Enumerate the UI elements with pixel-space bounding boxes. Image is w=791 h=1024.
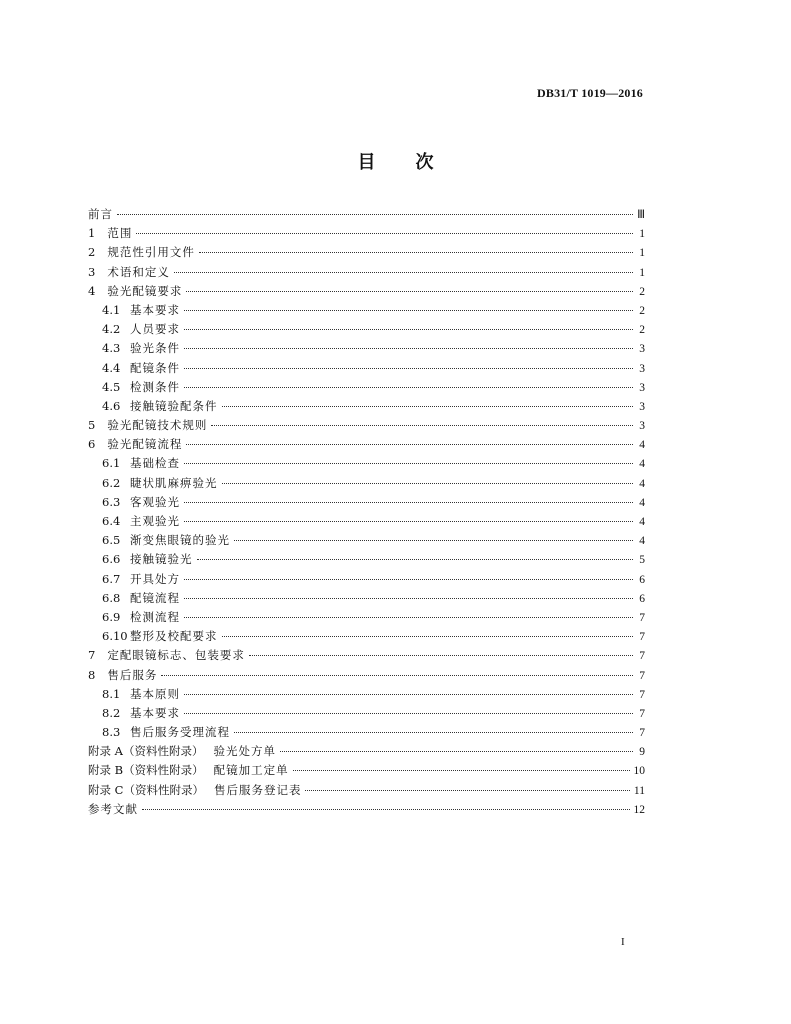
toc-entry-page: Ⅲ xyxy=(637,209,645,221)
toc-entry-page: 2 xyxy=(639,304,645,317)
dot-leader xyxy=(184,617,633,618)
toc-entry-number: 8.3 xyxy=(102,725,121,740)
toc-entry-number: 6.5 xyxy=(102,533,121,548)
toc-entry-title: 主观验光 xyxy=(130,514,180,528)
toc-entry-page: 4 xyxy=(639,477,645,490)
toc-entry-title: 定配眼镜标志、包装要求 xyxy=(107,648,245,663)
toc-entry-page: 7 xyxy=(639,727,645,740)
dot-leader xyxy=(184,368,633,369)
toc-entry-title: 售后服务受理流程 xyxy=(130,725,230,740)
toc-entry-title: 接触镜验配条件 xyxy=(130,398,218,413)
toc-entry-page: 3 xyxy=(639,420,645,433)
toc-entry-title: 验光处方单 xyxy=(213,744,276,759)
dot-leader xyxy=(222,406,634,407)
toc-entry-page: 3 xyxy=(639,362,645,375)
toc-entry-page: 4 xyxy=(639,516,645,528)
toc-entry-page: 3 xyxy=(639,343,645,356)
toc-entry-page: 1 xyxy=(639,266,645,279)
dot-leader xyxy=(222,636,634,637)
toc-entry-number: 6.6 xyxy=(102,552,121,567)
toc-entry-title: 睫状肌麻痹验光 xyxy=(130,475,218,490)
toc-entry[interactable] xyxy=(88,800,645,819)
toc-entry[interactable] xyxy=(88,646,645,665)
dot-leader xyxy=(234,540,633,541)
toc-entry-page: 4 xyxy=(639,439,645,452)
toc-entry-number: 6.8 xyxy=(102,590,121,605)
toc-entry-number: 8.2 xyxy=(102,705,121,720)
toc-entry-title: 术语和定义 xyxy=(107,264,170,279)
toc-entry[interactable] xyxy=(88,685,645,704)
toc-entry[interactable] xyxy=(88,416,645,435)
toc-entry-title: 配镜条件 xyxy=(130,360,180,375)
toc-entry-page: 6 xyxy=(639,573,645,586)
toc-entry-number: 1 xyxy=(88,226,96,241)
dot-leader xyxy=(184,348,633,349)
toc-entry[interactable] xyxy=(88,742,645,761)
toc-entry-title: 基本要求 xyxy=(130,302,180,317)
toc-entry[interactable] xyxy=(88,243,645,262)
toc-entry-title: 验光配镜流程 xyxy=(107,437,183,452)
toc-entry-page: 7 xyxy=(639,631,645,644)
toc-entry-number: 4.5 xyxy=(102,379,121,394)
toc-entry-title: 检测条件 xyxy=(130,379,180,394)
toc-entry-title: 整形及校配要求 xyxy=(130,629,218,644)
toc-entry-number: 4.1 xyxy=(102,302,121,317)
toc-heading-char: 目 xyxy=(357,152,376,173)
toc-entry-number: 4.3 xyxy=(102,341,121,356)
toc-entry-title: 规范性引用文件 xyxy=(107,245,195,260)
toc-entry-number: 3 xyxy=(88,264,96,279)
toc-entry-page: 2 xyxy=(639,285,645,298)
toc-entry[interactable] xyxy=(88,570,645,589)
toc-entry[interactable] xyxy=(88,781,645,800)
toc-entry-number: 附录 B（资料性附录） xyxy=(88,763,204,778)
toc-entry-title: 基础检查 xyxy=(130,456,180,471)
toc-entry-number: 附录 C（资料性附录） xyxy=(88,782,204,797)
toc-entry[interactable] xyxy=(88,263,645,282)
toc-entry-title: 基本原则 xyxy=(130,686,180,701)
toc-entry-number: 6.7 xyxy=(102,571,121,586)
toc-entry-title: 验光配镜要求 xyxy=(107,283,183,298)
toc-entry-number: 7 xyxy=(88,648,96,663)
toc-entry-title: 人员要求 xyxy=(130,322,180,337)
dot-leader xyxy=(136,233,633,234)
toc-entry-page: 7 xyxy=(639,650,645,663)
toc-entry[interactable] xyxy=(88,666,645,685)
toc-entry[interactable] xyxy=(88,282,645,301)
toc-entry-page: 7 xyxy=(639,669,645,682)
toc-entry[interactable] xyxy=(88,589,645,608)
toc-entry[interactable] xyxy=(88,761,645,780)
dot-leader xyxy=(161,675,633,676)
toc-entry-title: 验光条件 xyxy=(130,341,180,356)
toc-entry-page: 5 xyxy=(639,554,645,567)
toc-entry-number: 8 xyxy=(88,667,96,682)
dot-leader xyxy=(186,444,633,445)
toc-entry[interactable] xyxy=(88,531,645,550)
toc-entry[interactable] xyxy=(88,493,645,512)
toc-entry-title: 基本要求 xyxy=(130,705,180,720)
toc-entry[interactable] xyxy=(88,474,645,493)
dot-leader xyxy=(199,252,633,253)
page-number: I xyxy=(621,936,625,948)
toc-entry-number: 附录 A（资料性附录） xyxy=(88,744,204,759)
dot-leader xyxy=(249,655,633,656)
dot-leader xyxy=(184,579,633,580)
toc-entry[interactable] xyxy=(88,205,645,224)
toc-entry[interactable] xyxy=(88,723,645,742)
toc-entry-number: 4 xyxy=(88,283,96,298)
toc-entry-number: 6.4 xyxy=(102,514,121,528)
toc-entry[interactable] xyxy=(88,608,645,627)
toc-entry-page: 1 xyxy=(639,228,645,241)
toc-entry-number: 5 xyxy=(88,418,96,433)
toc-entry-number: 8.1 xyxy=(102,686,121,701)
toc-entry-number: 6.10 xyxy=(102,629,128,644)
toc-entry-title: 客观验光 xyxy=(130,494,180,509)
toc-entry-number: 6.9 xyxy=(102,609,121,624)
toc-entry-page: 4 xyxy=(639,496,645,509)
toc-entry-title: 接触镜验光 xyxy=(130,552,193,567)
toc-entry-number: 6.2 xyxy=(102,475,121,490)
toc-entry-title: 开具处方 xyxy=(130,571,180,586)
toc-heading-char: 次 xyxy=(415,152,434,173)
dot-leader xyxy=(222,483,634,484)
toc-entry[interactable] xyxy=(88,454,645,473)
toc-entry[interactable] xyxy=(88,435,645,454)
dot-leader xyxy=(184,521,633,522)
dot-leader xyxy=(184,502,633,503)
dot-leader xyxy=(211,425,633,426)
toc-entry-page: 7 xyxy=(639,688,645,701)
toc-entry[interactable] xyxy=(88,224,645,243)
toc-entry-title: 验光配镜技术规则 xyxy=(107,418,208,433)
toc-entry-title: 参考文献 xyxy=(88,801,138,816)
dot-leader xyxy=(174,272,633,273)
toc-entry[interactable] xyxy=(88,339,645,358)
toc-entry[interactable] xyxy=(88,512,645,531)
toc-entry[interactable] xyxy=(88,359,645,378)
dot-leader xyxy=(184,694,633,695)
dot-leader xyxy=(142,809,630,810)
toc-entry-title: 渐变焦眼镜的验光 xyxy=(130,533,230,548)
toc-entry-title: 检测流程 xyxy=(130,609,180,624)
toc-entry-page: 10 xyxy=(633,765,645,778)
dot-leader xyxy=(184,387,633,388)
toc-entry-title: 售后服务登记表 xyxy=(213,782,302,797)
toc-entry[interactable] xyxy=(88,550,645,569)
toc-entry-page: 1 xyxy=(639,247,645,260)
dot-leader xyxy=(186,291,633,292)
document-code: DB31/T 1019—2016 xyxy=(537,86,643,100)
toc-entry-number: 6.3 xyxy=(102,494,121,509)
dot-leader xyxy=(184,463,633,464)
toc-entry[interactable] xyxy=(88,704,645,723)
dot-leader xyxy=(197,559,634,560)
toc-entry-page: 4 xyxy=(639,458,645,471)
toc-entry-page: 6 xyxy=(639,592,645,605)
toc-entry-title: 售后服务 xyxy=(107,667,158,682)
toc-entry-page: 7 xyxy=(639,707,645,720)
toc-entry-number: 6.1 xyxy=(102,456,121,471)
toc-entry[interactable] xyxy=(88,378,645,397)
toc-entry[interactable] xyxy=(88,320,645,339)
toc-heading xyxy=(0,148,791,174)
toc-entry[interactable] xyxy=(88,627,645,646)
toc-entry-title: 前言 xyxy=(88,207,113,221)
toc-entry-number: 4.4 xyxy=(102,360,121,375)
toc-entry-number: 2 xyxy=(88,245,96,260)
toc-entry-page: 4 xyxy=(639,535,645,548)
dot-leader xyxy=(234,732,633,733)
dot-leader xyxy=(117,214,633,215)
toc-entry-page: 9 xyxy=(639,746,645,759)
dot-leader xyxy=(293,770,630,771)
toc-entry-title: 配镜加工定单 xyxy=(213,763,289,778)
toc-entry-number: 6 xyxy=(88,437,96,452)
dot-leader xyxy=(184,329,633,330)
dot-leader xyxy=(184,310,633,311)
toc-entry-number: 4.2 xyxy=(102,322,121,337)
dot-leader xyxy=(184,598,633,599)
toc-entry-page: 7 xyxy=(639,611,645,624)
toc-entry[interactable] xyxy=(88,397,645,416)
toc-entry-page: 12 xyxy=(633,803,645,816)
table-of-contents xyxy=(88,205,645,819)
toc-entry-page: 11 xyxy=(633,784,645,797)
toc-entry-page: 2 xyxy=(639,324,645,337)
toc-entry-title: 配镜流程 xyxy=(130,590,180,605)
dot-leader xyxy=(184,713,633,714)
dot-leader xyxy=(305,790,629,791)
toc-entry-title: 范围 xyxy=(107,226,133,241)
toc-entry-page: 3 xyxy=(639,381,645,394)
toc-entry-page: 3 xyxy=(639,400,645,413)
toc-entry-number: 4.6 xyxy=(102,398,121,413)
dot-leader xyxy=(280,751,633,752)
toc-entry[interactable] xyxy=(88,301,645,320)
